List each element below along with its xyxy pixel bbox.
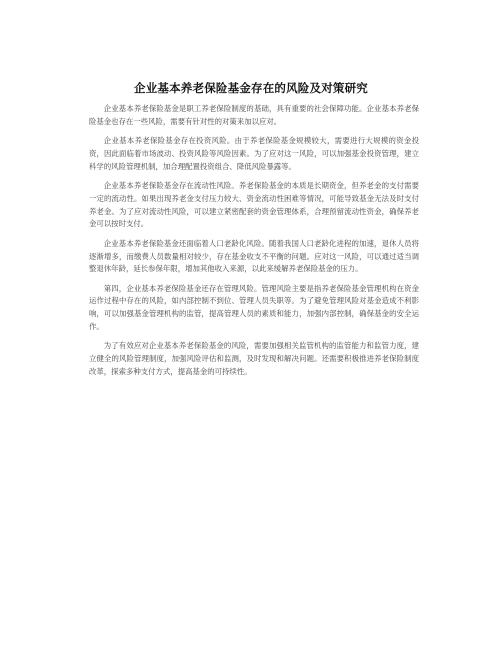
paragraph-liquidity-risk: 企业基本养老保险基金存在流动性风险。养老保险基金的本质是长期资金，但养老金的支付需要一定的流动性。如果出现养老金支付压力较大、资金流动性困难等情况，可能导致基金无法及时支付养老金。为了应对流动性风险，可以建立紧密配套的资金管理体系，合理预留流动性资金，确保养老金可以按时支付。 <box>89 181 419 229</box>
paragraph-management-risk: 第四，企业基本养老保险基金还存在管理风险。管理风险主要是指养老保险基金管理机构在资金运作过程中存在的风险，如内部控制不到位、管理人员失职等。为了避免管理风险对基金造成不利影响，可以加强基金管理机构的监管，提高管理人员的素质和能力，加强内部控制，确保基金的安全运作。 <box>89 283 419 331</box>
paragraph-conclusion: 为了有效应对企业基本养老保险基金的风险，需要加强相关监管机构的监管能力和监管力度，建立健全的风险管理制度，加强风险评估和监测，及时发现和解决问题。还需要积极推进养老保险制度改革，探索多种支付方式，提高基金的可持续性。 <box>89 341 419 376</box>
paragraph-intro: 企业基本养老保险基金是职工养老保险制度的基础，具有重要的社会保障功能。企业基本养老保险基金也存在一些风险，需要有针对性的对策来加以应对。 <box>89 104 419 126</box>
paragraph-investment-risk: 企业基本养老保险基金存在投资风险。由于养老保险基金规模较大，需要进行大规模的资金投资，因此面临着市场波动、投资风险等风险因素。为了应对这一风险，可以加强基金投资管理，建立科学的风险管理机制，加合理配置投资组合、降低风险暴露等。 <box>89 136 419 171</box>
document-title: 企业基本养老保险基金存在的风险及对策研究 <box>134 81 368 95</box>
paragraph-aging-risk: 企业基本养老保险基金还面临着人口老龄化风险。随着我国人口老龄化进程的加速，退休人员将逐渐增多，而缴费人员数量相对较少，存在基金收支不平衡的问题。应对这一风险，可以通过适当调整退休年龄，延长参保年限，增加其他收入来源，以此来缓解养老保险基金的压力。 <box>89 238 419 274</box>
document-body <box>89 103 419 385</box>
